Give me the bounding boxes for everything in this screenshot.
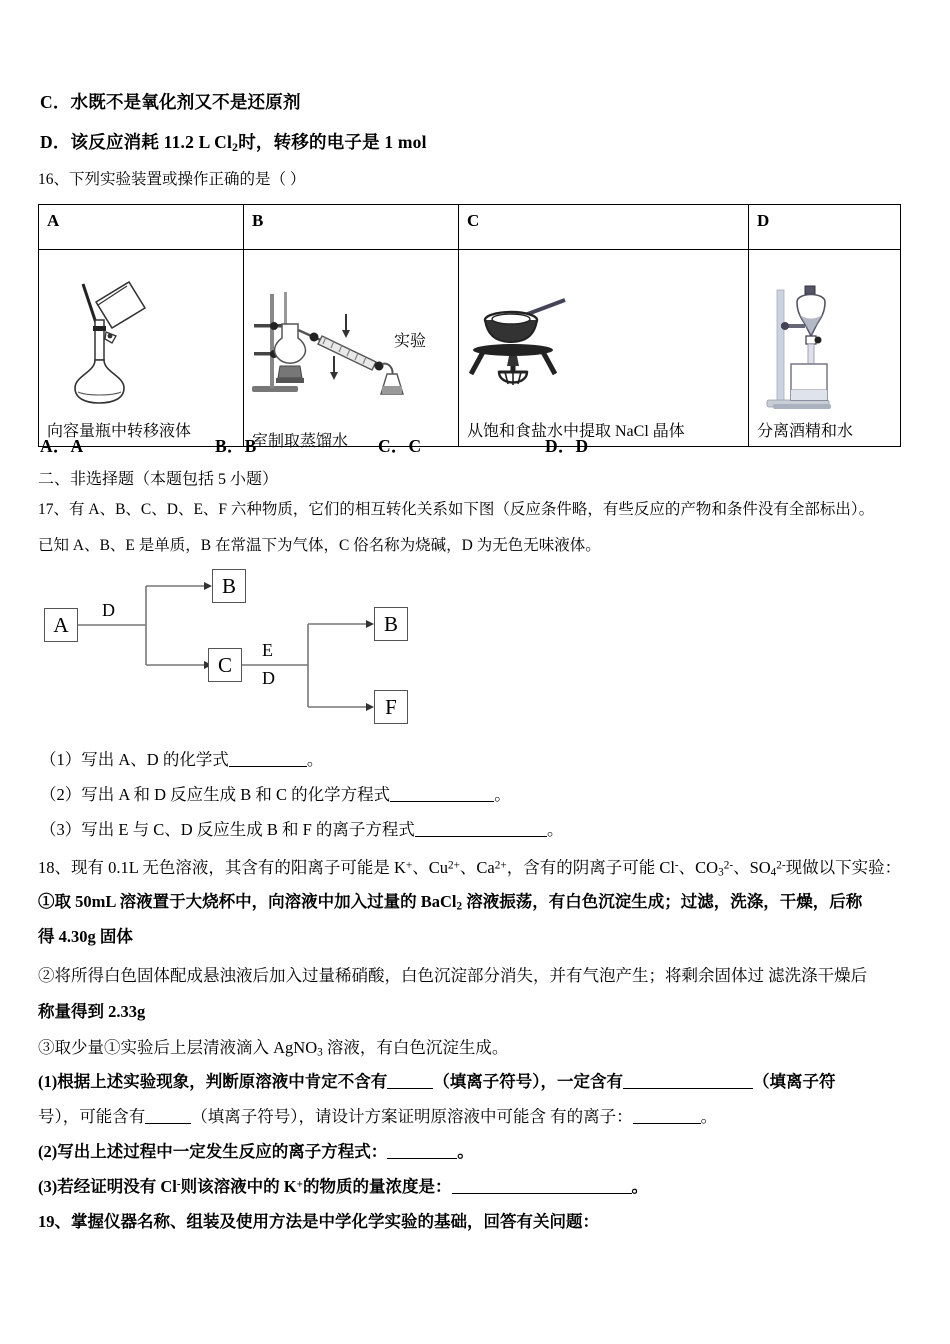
- flow-box-b-right: B: [374, 607, 408, 641]
- part-3-period: 。: [546, 820, 564, 839]
- table-cell-b: [244, 250, 459, 450]
- question-17-given: 已知 A、B、E 是单质，B 在常温下为气体，C 俗名称为烧碱，D 为无色无味液体。: [38, 537, 601, 554]
- q18-stem-p2: 、Cu: [412, 858, 448, 877]
- separatory-funnel-stand-icon: [763, 280, 863, 420]
- option-d-marker: D．: [40, 132, 71, 152]
- sub1-blank-3[interactable]: [145, 1123, 191, 1124]
- step-1-text-b: 溶液振荡，有白色沉淀生成；过滤，洗涤，干燥，后称: [462, 892, 863, 911]
- flow-edge-label-d2: D: [262, 668, 275, 688]
- option-d-text-after: 时，转移的电子是 1 mol: [238, 132, 427, 152]
- q18-stem-p1: 18、现有 0.1L 无色溶液，其含有的阳离子可能是 K: [38, 858, 406, 877]
- sub3-period: 。: [631, 1177, 648, 1196]
- step-3-text-b: 溶液，有白色沉淀生成。: [322, 1038, 509, 1057]
- q18-sub-so4: 4: [770, 866, 777, 879]
- table-cell-c: [459, 250, 749, 447]
- step-1-sub-bacl2: 2: [456, 900, 463, 913]
- sub3-text-a: (3)若经证明没有 Cl: [38, 1177, 177, 1196]
- q18-sup-co3: 2-: [723, 859, 734, 872]
- question-17-stem: 17、有 A、B、C、D、E、F 六种物质，它们的相互转化关系如下图（反应条件略，有些反应的产物和条件没有全部标出）。: [38, 501, 875, 518]
- sub3-text-c: 的物质的量浓度是：: [303, 1177, 452, 1196]
- sub2-text: (2)写出上述过程中一定发生反应的离子方程式：: [38, 1142, 388, 1161]
- question-18-sub-1-line-1: [38, 1072, 836, 1093]
- question-18-step-2: ②将所得白色固体配成悬浊液后加入过量稀硝酸，白色沉淀部分消失，并有气泡产生；将剩余固体过 滤洗涤干燥后: [38, 966, 868, 985]
- part-2-number: （2）: [40, 785, 82, 804]
- question-18-sub-2: [38, 1142, 474, 1163]
- sub1-l2-c: 。: [700, 1107, 718, 1126]
- section-2-heading: 二、非选择题（本题包括 5 小题）: [38, 471, 279, 488]
- distillation-apparatus-icon: [248, 290, 408, 400]
- answer-option-b[interactable]: B．B: [215, 436, 257, 456]
- question-19-stem: 19、掌握仪器名称、组装及使用方法是中学化学实验的基础，回答有关问题：: [38, 1212, 599, 1231]
- option-d-text-before: 该反应消耗 11.2 L Cl: [70, 132, 233, 152]
- q18-stem-p5: 、CO: [678, 858, 719, 877]
- table-header-a: A: [39, 205, 244, 250]
- caption-a: 向容量瓶中转移液体: [47, 423, 192, 440]
- part-1-blank[interactable]: [229, 766, 307, 767]
- part-1-period: 。: [306, 750, 324, 769]
- part-2-blank[interactable]: [390, 801, 494, 802]
- q18-sup-cl: -: [674, 859, 679, 872]
- sub1-l2-a: 号），可能含有: [38, 1107, 146, 1126]
- question-18-step-1-cont: 得 4.30g 固体: [38, 927, 133, 946]
- question-18-stem: [38, 858, 901, 880]
- q18-sup-so4: 2-: [776, 859, 786, 872]
- table-body-row: [39, 250, 901, 447]
- question-17-part-3: [40, 820, 563, 841]
- flow-box-c: C: [208, 648, 242, 682]
- caption-b: 室制取蒸馏水: [252, 433, 349, 450]
- part-3-text: 写出 E 与 C、D 反应生成 B 和 F 的离子方程式: [81, 820, 415, 839]
- question-17-part-1: [40, 750, 323, 771]
- sub3-sup-k: +: [296, 1178, 303, 1191]
- question-17-part-2: [40, 785, 511, 806]
- sub1-l1-a: (1)根据上述实验现象，判断原溶液中肯定不含有: [38, 1072, 388, 1091]
- step-1-text-a: ①取 50mL 溶液置于大烧杯中，向溶液中加入过量的 BaCl: [38, 892, 457, 911]
- part-3-number: （3）: [40, 820, 82, 839]
- part-2-period: 。: [494, 785, 511, 804]
- sub1-blank-1[interactable]: [387, 1088, 433, 1089]
- sub3-blank[interactable]: [452, 1193, 632, 1194]
- option-c-marker: C．: [40, 92, 71, 112]
- volumetric-flask-transfer-icon: [57, 276, 167, 406]
- answer-option-d[interactable]: D．D: [545, 436, 589, 456]
- table-cell-d: [749, 250, 901, 447]
- sub2-blank[interactable]: [387, 1158, 457, 1159]
- flow-edge-label-e: E: [262, 640, 273, 660]
- option-d-line: [40, 132, 427, 155]
- option-c-text: 水既不是氧化剂又不是还原剂: [70, 92, 301, 112]
- sub1-l1-c: （填离子符: [753, 1072, 836, 1091]
- question-16-stem: 16、下列实验装置或操作正确的是（ ）: [38, 171, 306, 188]
- q18-stem-p6: 、SO: [733, 858, 771, 877]
- answer-option-c[interactable]: C．C: [378, 436, 422, 456]
- q18-stem-p3: 、Ca: [459, 858, 495, 877]
- step-3-sub-agno3: 3: [317, 1046, 323, 1059]
- sub1-blank-2[interactable]: [623, 1088, 753, 1089]
- experiment-apparatus-table: [38, 204, 901, 450]
- sub1-l1-b: （填离子符号），一定含有: [433, 1072, 623, 1091]
- q18-sup-ca: 2+: [494, 859, 507, 872]
- step-3-text-a: ③取少量①实验后上层清液滴入 AgNO: [38, 1038, 318, 1057]
- part-3-blank[interactable]: [415, 836, 547, 837]
- q18-sup-k: +: [405, 859, 413, 872]
- part-2-text: 写出 A 和 D 反应生成 B 和 C 的化学方程式: [81, 785, 391, 804]
- transformation-flowchart: [40, 562, 430, 742]
- evaporating-dish-tripod-burner-icon: [469, 298, 579, 398]
- option-d-subscript: 2: [232, 139, 239, 154]
- table-header-row: [39, 205, 901, 250]
- caption-d: 分离酒精和水: [757, 423, 854, 440]
- table-cell-a: [39, 250, 244, 447]
- sub1-l2-b: （填离子符号），请设计方案证明原溶液中可能含 有的离子：: [191, 1107, 633, 1126]
- part-1-number: （1）: [40, 750, 82, 769]
- sub2-period: 。: [457, 1142, 474, 1161]
- q18-sub-co3: 3: [718, 866, 724, 879]
- question-18-sub-1-line-2: [38, 1107, 717, 1128]
- answer-option-a[interactable]: A．A: [40, 436, 84, 456]
- question-18-step-2-cont: 称量得到 2.33g: [38, 1002, 146, 1021]
- q18-stem-p7: 现做以下实验：: [785, 858, 902, 877]
- flow-box-a: A: [44, 608, 78, 642]
- part-1-text: 写出 A、D 的化学式: [81, 750, 229, 769]
- label-experiment: 实验: [394, 333, 427, 350]
- caption-c: 从饱和食盐水中提取 NaCl 晶体: [467, 423, 685, 440]
- sub3-text-b: 则该溶液中的 K: [180, 1177, 297, 1196]
- sub3-sup-cl: -: [176, 1178, 181, 1191]
- option-c-line: [40, 92, 301, 114]
- question-18-step-3: [38, 1038, 508, 1060]
- flow-edge-label-d1: D: [102, 600, 115, 620]
- table-header-b: B: [244, 205, 459, 250]
- q18-stem-p4: ，含有的阴离子可能 Cl: [506, 858, 675, 877]
- flow-box-f: F: [374, 690, 408, 724]
- q18-sup-cu: 2+: [447, 859, 460, 872]
- flow-box-b-top: B: [212, 569, 246, 603]
- question-18-step-1: [38, 892, 862, 914]
- table-header-d: D: [749, 205, 901, 250]
- sub1-blank-4[interactable]: [633, 1123, 701, 1124]
- question-18-sub-3: [38, 1177, 648, 1198]
- table-header-c: C: [459, 205, 749, 250]
